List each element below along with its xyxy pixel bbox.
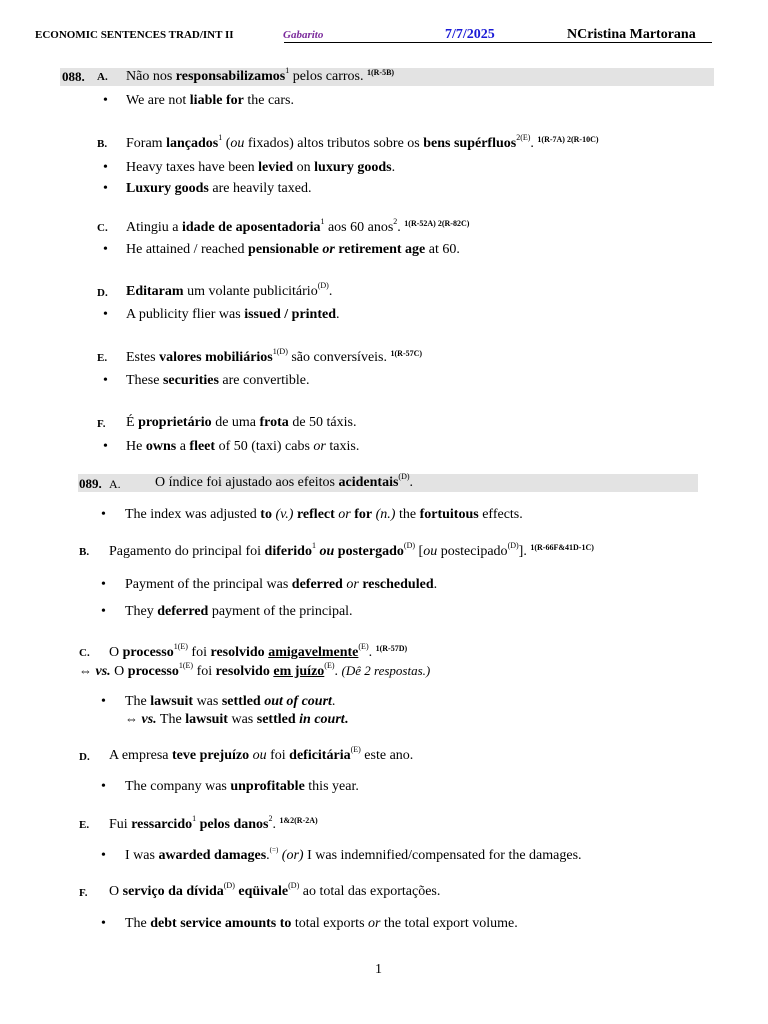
portuguese-sentence: Fui ressarcido$^1$ pelos danos$^2$. $^{1\&2(R-2A)}$ [109,814,318,832]
bullet: • [101,577,106,592]
bullet: • [101,848,106,863]
section-number: 089. [79,476,102,491]
portuguese-sentence: Foram lançados$^1$ (ou fixados) altos tributos sobre os bens supérfluos$^{2(E)}$. $^{1(R-7A) 2(R-10C)}$ [126,133,599,151]
portuguese-sentence: O processo$^{1(E)}$ foi resolvido amigavelmente$^{(E)}$. $^{1(R-57D)}$ [109,642,408,660]
english-translation-contrast: ⇔ vs. The lawsuit was settled in court. [125,711,349,727]
english-translation: We are not liable for the cars. [126,93,294,108]
item-letter: C. [79,647,90,659]
bullet: • [103,181,108,196]
bullet: • [103,93,108,108]
bullet: • [103,160,108,175]
item-letter: F. [97,418,106,430]
bullet: • [101,694,106,709]
bullet: • [101,916,106,931]
english-translation: He attained / reached pensionable or retirement age at 60. [126,242,460,257]
header-date: 7/7/2025 [445,27,495,42]
course-title: ECONOMIC SENTENCES TRAD/INT II [35,29,234,41]
section-number: 088. [62,69,85,84]
portuguese-sentence: O índice foi ajustado aos efeitos acidentais$^{(D)}$. [155,472,414,490]
bullet: • [101,779,106,794]
item-letter: E. [97,352,108,364]
bullet: • [101,507,106,522]
portuguese-sentence: Editaram um volante publicitário$^{(D)}$. [126,281,333,299]
item-letter: D. [79,751,90,763]
english-translation: The company was unprofitable this year. [125,779,359,794]
portuguese-sentence-contrast: ⇔ vs. O processo$^{1(E)}$ foi resolvido em juízo$^{(E)}$. (Dê 2 respostas.) [79,661,431,679]
english-translation: I was awarded damages.(=) (or) I was indemnified/compensated for the damages. [125,846,582,863]
item-letter: A. [97,71,108,83]
author-name: NCristina Martorana [567,27,696,42]
english-translation: Heavy taxes have been levied on luxury goods. [126,160,396,175]
bullet: • [103,373,108,388]
portuguese-sentence: Estes valores mobiliários$^{1(D)}$ são conversíveis. $^{1(R-57C)}$ [126,347,423,365]
bullet: • [103,439,108,454]
english-translation: A publicity flier was issued / printed. [126,307,340,322]
english-translation: Payment of the principal was deferred or rescheduled. [125,577,438,592]
item-letter: D. [97,287,108,299]
item-letter: B. [79,546,90,558]
english-translation: They deferred payment of the principal. [125,604,353,619]
double-arrow-icon: ⇔ [79,663,92,678]
item-letter: C. [97,222,108,234]
gabarito-tag: Gabarito [283,29,324,41]
english-translation: These securities are convertible. [126,373,310,388]
bullet: • [103,307,108,322]
page-number: 1 [375,962,382,977]
english-translation: The debt service amounts to total exports or the total export volume. [125,916,518,931]
portuguese-sentence: Atingiu a idade de aposentadoria$^1$ aos 60 anos$^2$. $^{1(R-52A) 2(R-82C)}$ [126,217,470,235]
english-translation: The lawsuit was settled out of court. [125,694,336,709]
item-letter: E. [79,819,90,831]
double-arrow-icon: ⇔ [125,711,138,726]
portuguese-sentence: Não nos responsabilizamos$^1$ pelos carros. $^{1(R-5B)}$ [126,66,395,84]
header-rule [284,42,712,43]
english-translation: Luxury goods are heavily taxed. [126,181,312,196]
english-translation: The index was adjusted to (v.) reflect or for (n.) the fortuitous effects. [125,507,523,522]
item-letter: A. [109,477,121,491]
portuguese-sentence: É proprietário de uma frota de 50 táxis. [126,415,357,430]
portuguese-sentence: A empresa teve prejuízo ou foi deficitária$^{(E)}$ este ano. [109,745,414,763]
portuguese-sentence: Pagamento do principal foi diferido$^1$ ou postergado$^{(D)}$ [ou postecipado$^{(D)}$]. $^{1(R-66F\&41D-1C)}$ [109,541,594,559]
portuguese-sentence: O serviço da dívida$^{(D)}$ eqüivale$^{(D)}$ ao total das exportações. [109,881,441,899]
bullet: • [103,242,108,257]
english-translation: He owns a fleet of 50 (taxi) cabs or taxis. [126,439,360,454]
item-letter: F. [79,887,88,899]
bullet: • [101,604,106,619]
item-letter: B. [97,138,108,150]
